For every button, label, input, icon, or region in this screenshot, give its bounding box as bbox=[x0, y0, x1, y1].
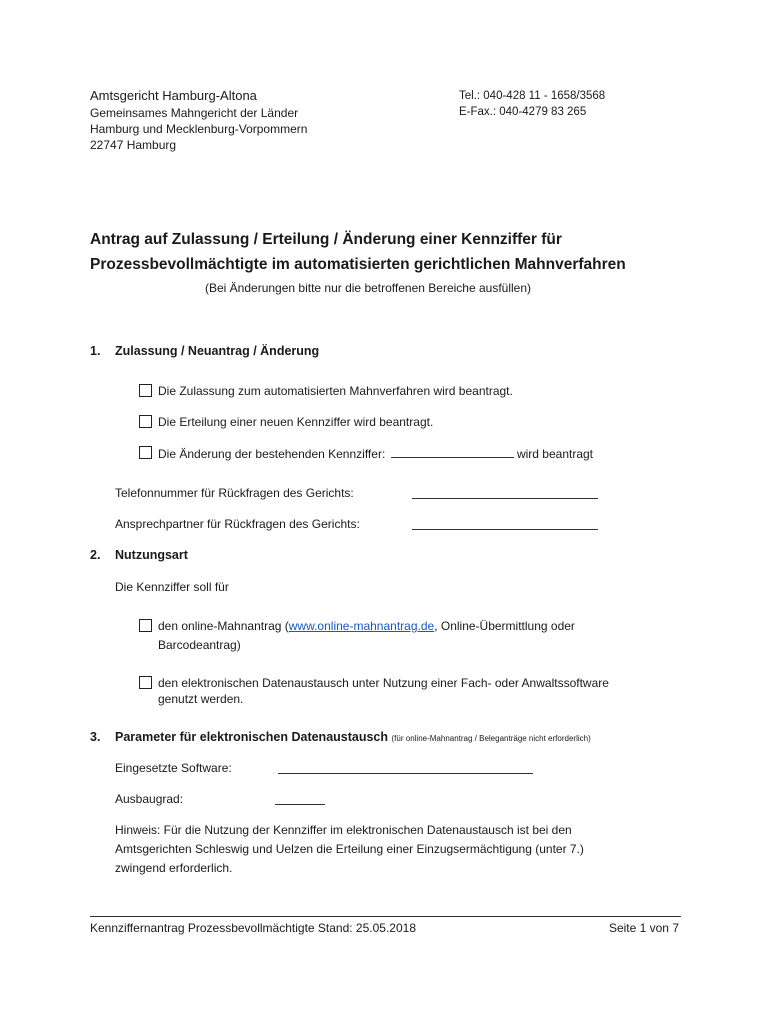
online-mahnantrag-label: den online-Mahnantrag ( bbox=[158, 619, 289, 633]
neue-kennziffer-checkbox[interactable] bbox=[139, 415, 152, 428]
online-mahnantrag-suffix: , Online-Übermittlung oder bbox=[434, 619, 575, 633]
phone-input[interactable] bbox=[412, 487, 598, 499]
software-label: Eingesetzte Software: bbox=[115, 761, 232, 775]
hinweis-line-3: zwingend erforderlich. bbox=[115, 861, 233, 875]
neue-kennziffer-label: Die Erteilung einer neuen Kennziffer wird beantragt. bbox=[158, 415, 434, 429]
hinweis-line-2: Amtsgerichten Schleswig und Uelzen die Erteilung einer Einzugsermächtigung (unter 7.) bbox=[115, 842, 584, 856]
section-2-intro: Die Kennziffer soll für bbox=[115, 580, 229, 594]
ausbaugrad-label: Ausbaugrad: bbox=[115, 792, 184, 806]
online-mahnantrag-line-2: Barcodeantrag) bbox=[158, 638, 241, 652]
footer-divider bbox=[90, 916, 681, 917]
section-2-heading: Nutzungsart bbox=[115, 548, 188, 562]
section-3-heading-note: (für online-Mahnantrag / Beleganträge nicht erforderlich) bbox=[391, 734, 591, 743]
court-address: 22747 Hamburg bbox=[90, 138, 177, 152]
phone-label: Telefonnummer für Rückfragen des Gerichts: bbox=[115, 486, 354, 500]
contact-label: Ansprechpartner für Rückfragen des Gerichts: bbox=[115, 517, 360, 531]
datenaustausch-line-1: den elektronischen Datenaustausch unter Nutzung einer Fach- oder Anwaltssoftware bbox=[158, 676, 609, 690]
online-mahnantrag-link[interactable]: www.online-mahnantrag.de bbox=[288, 619, 435, 633]
software-input[interactable] bbox=[278, 762, 533, 774]
section-3-heading: Parameter für elektronischen Datenaustausch bbox=[115, 730, 389, 744]
form-subtitle: (Bei Änderungen bitte nur die betroffenen Bereiche ausfüllen) bbox=[205, 281, 531, 295]
zulassung-checkbox[interactable] bbox=[139, 384, 152, 397]
page-number: Seite 1 von 7 bbox=[608, 921, 679, 935]
datenaustausch-line-2: genutzt werden. bbox=[158, 692, 244, 706]
aenderung-suffix: wird beantragt bbox=[516, 447, 594, 461]
court-fax: E-Fax.: 040-4279 83 265 bbox=[459, 106, 587, 118]
contact-input[interactable] bbox=[412, 518, 598, 530]
aenderung-label: Die Änderung der bestehenden Kennziffer: bbox=[158, 447, 386, 461]
section-3-heading-row bbox=[115, 730, 591, 744]
ausbaugrad-input[interactable] bbox=[275, 793, 325, 805]
datenaustausch-checkbox[interactable] bbox=[139, 676, 152, 689]
form-title-line-2: Prozessbevollmächtigte im automatisierten gerichtlichen Mahnverfahren bbox=[90, 256, 626, 273]
section-2-number: 2. bbox=[90, 548, 101, 562]
court-phone: Tel.: 040-428 11 - 1658/3568 bbox=[459, 90, 606, 102]
kennziffer-input[interactable] bbox=[391, 446, 514, 458]
section-1-heading: Zulassung / Neuantrag / Änderung bbox=[115, 344, 320, 358]
section-3-number: 3. bbox=[90, 730, 101, 744]
aenderung-checkbox[interactable] bbox=[139, 446, 152, 459]
court-line-2: Gemeinsames Mahngericht der Länder bbox=[90, 106, 299, 120]
section-1-number: 1. bbox=[90, 344, 101, 358]
online-mahnantrag-checkbox[interactable] bbox=[139, 619, 152, 632]
online-mahnantrag-line-1 bbox=[158, 619, 575, 633]
hinweis-line-1: Hinweis: Für die Nutzung der Kennziffer im elektronischen Datenaustausch ist bei den bbox=[115, 823, 572, 837]
form-title-line-1: Antrag auf Zulassung / Erteilung / Änderung einer Kennziffer für bbox=[90, 231, 562, 248]
court-name: Amtsgericht Hamburg-Altona bbox=[90, 88, 257, 103]
footer-left: Kennziffernantrag Prozessbevollmächtigte Stand: 25.05.2018 bbox=[90, 921, 416, 935]
aenderung-row bbox=[158, 446, 593, 461]
court-line-3: Hamburg und Mecklenburg-Vorpommern bbox=[90, 122, 308, 136]
zulassung-label: Die Zulassung zum automatisierten Mahnverfahren wird beantragt. bbox=[158, 384, 513, 398]
